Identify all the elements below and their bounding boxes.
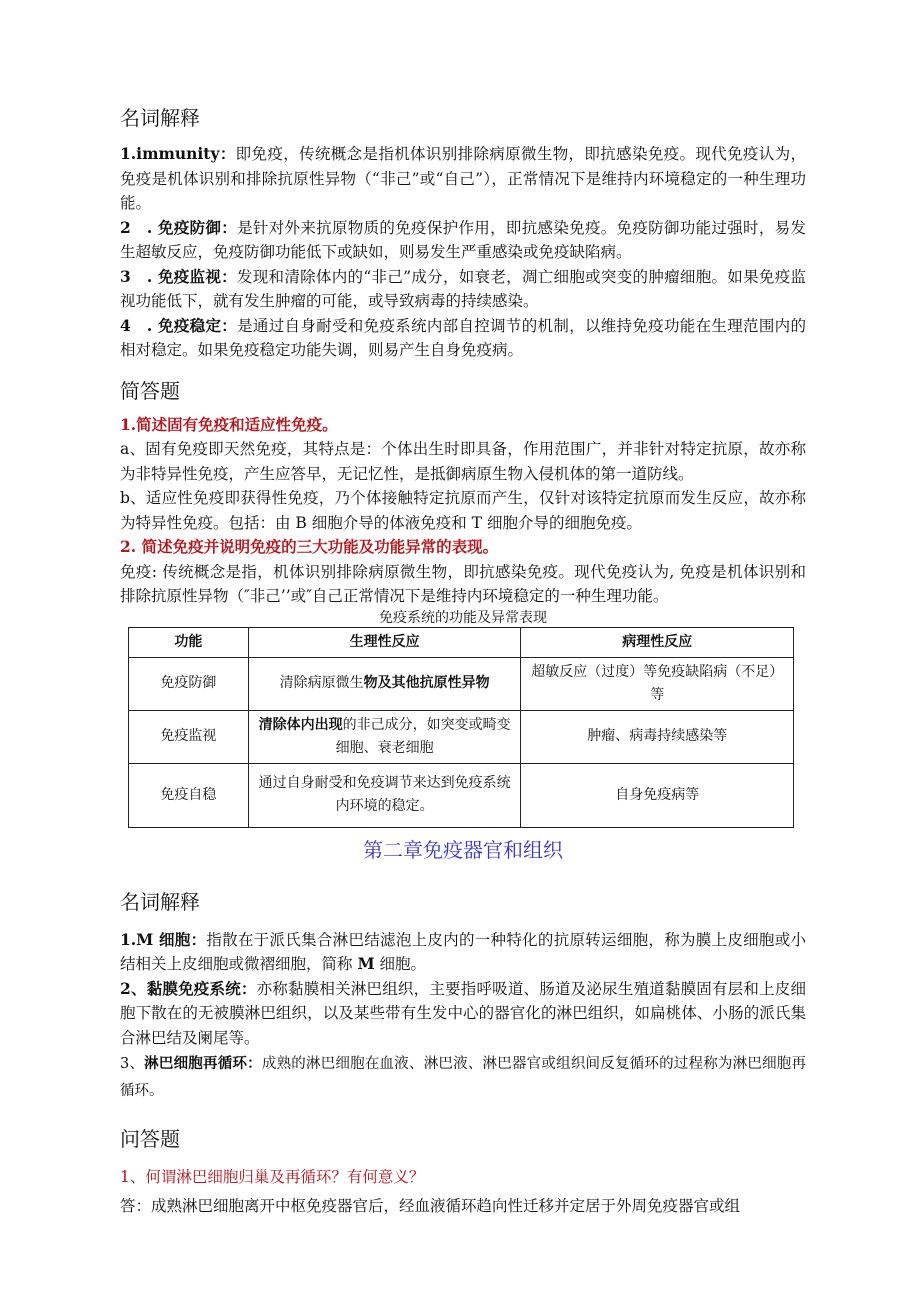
qa-block xyxy=(120,1163,806,1221)
section-heading: 问答题 xyxy=(120,1127,180,1151)
function-table xyxy=(128,627,794,828)
question: 1、何谓淋巴细胞归巢及再循环？有何意义？ xyxy=(120,1168,425,1186)
term-list xyxy=(120,142,806,363)
table-caption: 免疫系统的功能及异常表现 xyxy=(379,609,547,626)
chapter-title: 第二章免疫器官和组织 xyxy=(363,837,563,862)
answer: 答：成熟淋巴细胞离开中枢免疫器官后，经血液循环趋向性迁移并定居于外周免疫器官或组 xyxy=(120,1197,741,1215)
term-item: 4 . 免疫稳定：是通过自身耐受和免疫系统内部自控调节的机制，以维持免疫功能在生理范围内的相对稳定。如果免疫稳定功能失调，则易产生自身免疫病。 xyxy=(120,315,806,359)
table-cell: 免疫自稳 xyxy=(129,763,249,827)
term-item: 2、黏膜免疫系统：亦称黏膜相关淋巴组织，主要指呼吸道、肠道及泌尿生殖道黏膜固有层和上皮细胞下散在的无被膜淋巴组织，以及某些带有生发中心的器官化的淋巴组织，如扁桃体、小肠的派氏集合淋巴结及阑尾等。 xyxy=(120,978,806,1047)
term-item: 1.M 细胞：指散在于派氏集合淋巴结滤泡上皮内的一种特化的抗原转运细胞，称为膜上皮细胞或小结相关上皮细胞或微褶细胞，简称 M 细胞。 xyxy=(120,929,806,973)
answer: 免疫: 传统概念是指，机体识别排除病原微生物，即抗感染免疫。现代免疫认为, 免疫是机体识别和排除抗原性异物（″非己’’或″自己正常情况下是维持内环境稳定的一种生理功能。 xyxy=(120,562,806,605)
answer: a、固有免疫即天然免疫，其特点是：个体出生时即具备，作用范围广，并非针对特定抗原，故亦称为非特异性免疫，产生应答早，无记忆性，是抵御病原生物入侵机体的第一道防线。 xyxy=(120,440,806,483)
table-cell: 免疫防御 xyxy=(129,657,249,710)
section-heading: 名词解释 xyxy=(120,106,200,130)
table-cell: 通过自身耐受和免疫调节来达到免疫系统内环境的稳定。 xyxy=(248,763,521,827)
question: 2. 简述免疫并说明免疫的三大功能及功能异常的表现。 xyxy=(120,537,499,556)
table-row xyxy=(129,763,794,827)
table-cell: 肿瘤、病毒持续感染等 xyxy=(521,710,794,763)
table-cell: 清除病原微生物及其他抗原性异物 xyxy=(248,657,521,710)
term-list xyxy=(120,928,806,1106)
table-row xyxy=(129,657,794,710)
term-item: 3 . 免疫监视：发现和清除体内的“非己”成分，如衰老，凋亡细胞或突变的肿瘤细胞。如果免疫监视功能低下，就有发生肿瘤的可能，或导致病毒的持续感染。 xyxy=(120,266,806,310)
header-cell: 功能 xyxy=(129,627,249,657)
table-cell: 超敏反应（过度）等免疫缺陷病（不足）等 xyxy=(521,657,794,710)
table-row xyxy=(129,710,794,763)
section-heading: 名词解释 xyxy=(120,889,200,914)
term-item: 1.immunity：即免疫，传统概念是指机体识别排除病原微生物，即抗感染免疫。现代免疫认为，免疫是机体识别和排除抗原性异物（“非己”或“自己”），正常情况下是维持内环境稳定的一种生理功能。 xyxy=(120,144,806,212)
table-cell: 免疫监视 xyxy=(129,710,249,763)
table-cell: 清除体内出现的非己成分，如突变或畸变细胞、衰老细胞 xyxy=(248,710,521,763)
document-page xyxy=(120,0,806,1221)
table-cell: 自身免疫病等 xyxy=(521,763,794,827)
question: 1.简述固有免疫和适应性免疫。 xyxy=(120,414,338,434)
section-heading: 简答题 xyxy=(120,378,180,403)
header-cell: 病理性反应 xyxy=(521,627,794,657)
answer: b、适应性免疫即获得性免疫，乃个体接触特定抗原而产生，仅针对该特定抗原而发生反应，故亦称为特异性免疫。包括：由 B 细胞介导的体液免疫和 T 细胞介导的细胞免疫。 xyxy=(120,489,806,532)
header-cell: 生理性反应 xyxy=(248,627,521,657)
table-header-row xyxy=(129,627,794,657)
term-item: 2 . 免疫防御：是针对外来抗原物质的免疫保护作用，即抗感染免疫。免疫防御功能过强时，易发生超敏反应，免疫防御功能低下或缺如，则易发生严重感染或免疫缺陷病。 xyxy=(120,217,806,261)
term-item: 3、淋巴细胞再循环：成熟的淋巴细胞在血液、淋巴液、淋巴器官或组织间反复循环的过程称为淋巴细胞再循环。 xyxy=(120,1055,806,1099)
short-answer-block xyxy=(120,413,806,609)
